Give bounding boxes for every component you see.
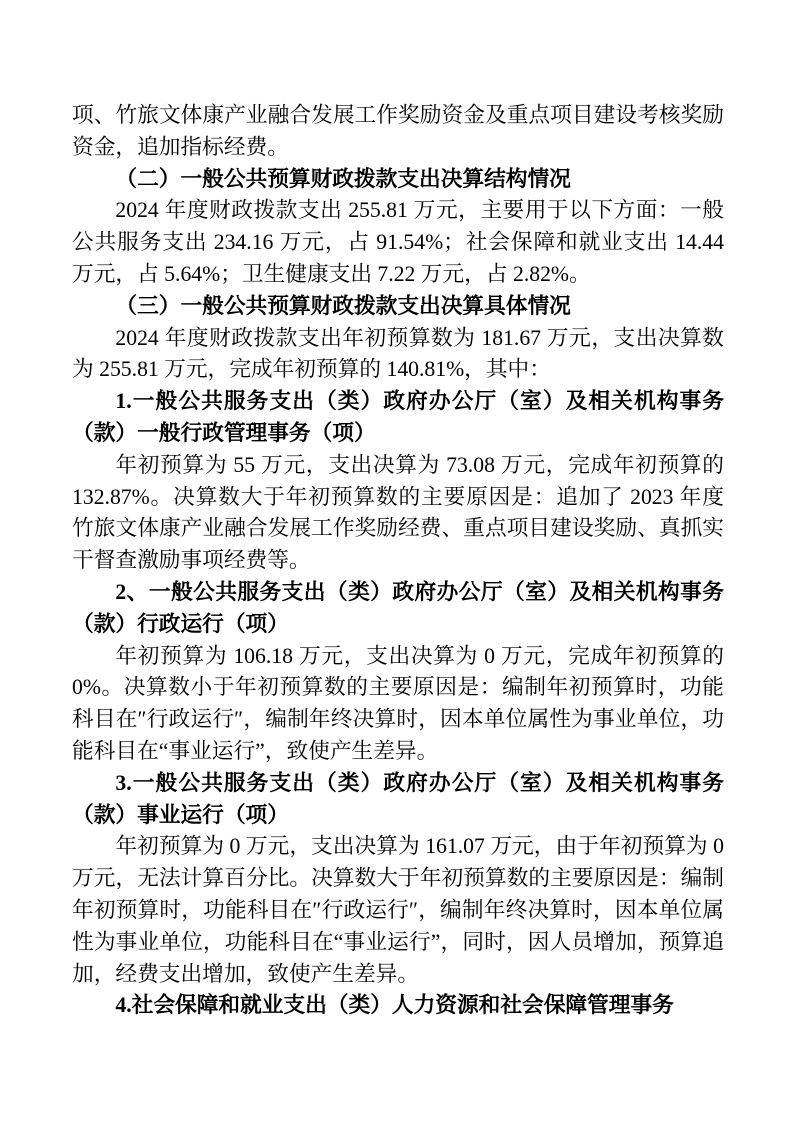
item-heading-3: 3.一般公共服务支出（类）政府办公厅（室）及相关机构事务（款）事业运行（项） <box>72 770 724 827</box>
section-heading-3: （三）一般公共预算财政拨款支出决算具体情况 <box>115 293 571 318</box>
section-heading-2: （二）一般公共预算财政拨款支出决算结构情况 <box>115 166 571 191</box>
item-heading-1: 1.一般公共服务支出（类）政府办公厅（室）及相关机构事务（款）一般行政管理事务（项） <box>72 389 724 445</box>
paragraph-expenditure-overview: 2024 年度财政拨款支出年初预算数为 181.67 万元，支出决算数为 255.81 万元，完成年初预算的 140.81%，其中： <box>72 325 724 382</box>
paragraph-item-2-detail: 年初预算为 106.18 万元，支出决算为 0 万元，完成年初预算的 0%。决算数小于年初预算数的主要原因是：编制年初预算时，功能科目在″行政运行″，编制年终决算时，因本单位属性为事业单位，功能科目在“事业运行”，致使产生差异。 <box>72 643 724 763</box>
item-heading-4: 4.社会保障和就业支出（类）人力资源和社会保障管理事务 <box>115 993 674 1018</box>
item-heading-2: 2、一般公共服务支出（类）政府办公厅（室）及相关机构事务（款）行政运行（项） <box>72 579 724 636</box>
paragraph-item-1-detail: 年初预算为 55 万元，支出决算为 73.08 万元，完成年初预算的 132.87%。决算数大于年初预算数的主要原因是：追加了 2023 年度竹旅文体康产业融合发展工作奖励经费、重点项目建设奖励、真抓实干督查激励事项经费等。 <box>72 452 724 573</box>
paragraph-item-3-detail: 年初预算为 0 万元，支出决算为 161.07 万元，由于年初预算为 0 万元，无法计算百分比。决算数大于年初预算数的主要原因是：编制年初预算时，功能科目在″行政运行″，编制年终决算时，因本单位属性为事业单位，功能科目在“事业运行”，同时，因人员增加，预算追加，经费支出增加，致使产生差异。 <box>72 834 724 986</box>
paragraph-expenditure-structure: 2024 年度财政拨款支出 255.81 万元，主要用于以下方面：一般公共服务支出 234.16 万元，占 91.54%；社会保障和就业支出 14.44 万元，占 5.64%；卫生健康支出 7.22 万元，占 2.82%。 <box>72 198 724 286</box>
paragraph-continuation-top: 项、竹旅文体康产业融合发展工作奖励资金及重点项目建设考核奖励资金，追加指标经费。 <box>72 103 724 159</box>
